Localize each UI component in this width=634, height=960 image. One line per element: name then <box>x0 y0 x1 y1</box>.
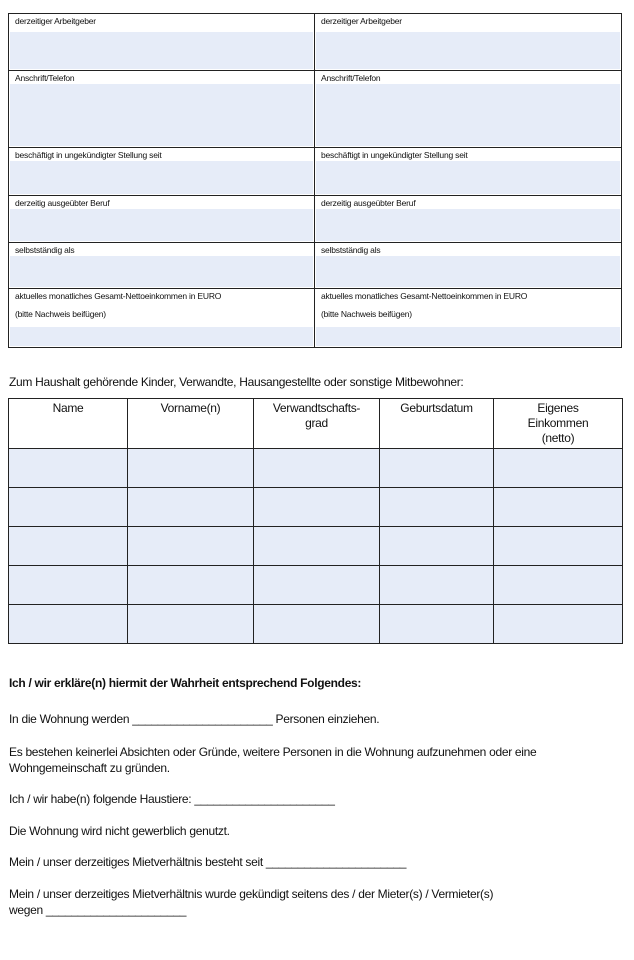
table-header-row <box>9 399 623 449</box>
input-area[interactable] <box>316 327 620 346</box>
input-cell[interactable] <box>128 566 254 605</box>
input-cell[interactable] <box>494 566 623 605</box>
table-row <box>9 605 623 644</box>
input-area[interactable] <box>10 256 313 287</box>
address-phone-field-1[interactable] <box>9 71 314 147</box>
table-row <box>9 527 623 566</box>
input-cell[interactable] <box>494 605 623 644</box>
declaration-pets: Ich / wir habe(n) folgende Haustiere: ______________________ <box>9 792 335 806</box>
employed-since-field-2[interactable] <box>315 148 621 195</box>
input-cell[interactable] <box>128 605 254 644</box>
input-cell[interactable] <box>128 527 254 566</box>
household-members-table <box>8 398 623 644</box>
input-cell[interactable] <box>254 449 380 488</box>
input-cell[interactable] <box>380 449 494 488</box>
declaration-termination-line1: Mein / unser derzeitiges Mietverhältnis wurde gekündigt seitens des / der Mieter(s) / Vermieter(s) <box>9 887 494 901</box>
declaration-persons: In die Wohnung werden ______________________ Personen einziehen. <box>9 712 380 726</box>
header-own-income <box>494 399 623 449</box>
field-label: derzeitiger Arbeitgeber <box>321 16 402 26</box>
address-phone-field-2[interactable] <box>315 71 621 147</box>
input-area[interactable] <box>316 161 620 194</box>
field-label: aktuelles monatliches Gesamt-Nettoeinkommen in EURO <box>321 291 528 301</box>
self-employed-field-1[interactable] <box>9 243 314 288</box>
employer-field-1[interactable] <box>9 14 314 70</box>
input-area[interactable] <box>316 84 620 146</box>
input-cell[interactable] <box>494 527 623 566</box>
input-cell[interactable] <box>254 488 380 527</box>
header-income-line1: Eigenes <box>537 401 579 415</box>
input-area[interactable] <box>316 209 620 241</box>
occupation-field-2[interactable] <box>315 196 621 242</box>
field-label: Anschrift/Telefon <box>15 73 75 83</box>
employment-form-grid <box>8 13 622 348</box>
header-income-line3: (netto) <box>541 431 575 445</box>
input-cell[interactable] <box>9 605 128 644</box>
input-cell[interactable] <box>254 605 380 644</box>
employer-field-2[interactable] <box>315 14 621 70</box>
field-label: aktuelles monatliches Gesamt-Nettoeinkommen in EURO <box>15 291 222 301</box>
field-note: (bitte Nachweis beifügen) <box>15 309 106 319</box>
header-relationship <box>254 399 380 449</box>
input-cell[interactable] <box>380 605 494 644</box>
input-area[interactable] <box>10 32 313 69</box>
net-income-field-1[interactable] <box>9 289 314 347</box>
field-label: Anschrift/Telefon <box>321 73 381 83</box>
input-cell[interactable] <box>494 488 623 527</box>
field-label: beschäftigt in ungekündigter Stellung seit <box>15 150 162 160</box>
field-label: selbstständig als <box>15 245 75 255</box>
self-employed-field-2[interactable] <box>315 243 621 288</box>
header-income-line2: Einkommen <box>527 416 589 430</box>
declaration-termination-line2: wegen ______________________ <box>9 903 187 917</box>
header-name: Name <box>9 399 128 449</box>
field-label: selbstständig als <box>321 245 381 255</box>
input-area[interactable] <box>10 161 313 194</box>
input-cell[interactable] <box>254 566 380 605</box>
declaration-no-commercial-use: Die Wohnung wird nicht gewerblich genutzt. <box>9 824 230 838</box>
input-area[interactable] <box>316 256 620 287</box>
input-cell[interactable] <box>254 527 380 566</box>
declaration-no-further-persons-line1: Es bestehen keinerlei Absichten oder Gründe, weitere Personen in die Wohnung aufzunehmen oder eine <box>9 745 537 759</box>
declaration-no-further-persons-line2: Wohngemeinschaft zu gründen. <box>9 761 170 775</box>
input-area[interactable] <box>10 84 313 146</box>
field-label: beschäftigt in ungekündigter Stellung seit <box>321 150 468 160</box>
table-row <box>9 566 623 605</box>
occupation-field-1[interactable] <box>9 196 314 242</box>
input-cell[interactable] <box>9 527 128 566</box>
table-row <box>9 488 623 527</box>
input-cell[interactable] <box>9 566 128 605</box>
input-cell[interactable] <box>128 488 254 527</box>
input-area[interactable] <box>316 32 620 69</box>
input-cell[interactable] <box>380 488 494 527</box>
household-caption: Zum Haushalt gehörende Kinder, Verwandte, Hausangestellte oder sonstige Mitbewohner: <box>9 375 464 389</box>
input-cell[interactable] <box>9 488 128 527</box>
field-note: (bitte Nachweis beifügen) <box>321 309 412 319</box>
input-cell[interactable] <box>380 527 494 566</box>
header-relationship-line2: grad <box>305 416 328 430</box>
header-birthdate: Geburtsdatum <box>380 399 494 449</box>
employed-since-field-1[interactable] <box>9 148 314 195</box>
input-area[interactable] <box>10 209 313 241</box>
field-label: derzeitig ausgeübter Beruf <box>15 198 110 208</box>
declaration-tenancy-since: Mein / unser derzeitiges Mietverhältnis besteht seit ______________________ <box>9 855 407 869</box>
input-cell[interactable] <box>494 449 623 488</box>
field-label: derzeitig ausgeübter Beruf <box>321 198 416 208</box>
net-income-field-2[interactable] <box>315 289 621 347</box>
header-relationship-line1: Verwandtschafts- <box>272 401 361 415</box>
declaration-heading: Ich / wir erkläre(n) hiermit der Wahrheit entsprechend Folgendes: <box>9 676 362 690</box>
input-cell[interactable] <box>128 449 254 488</box>
input-cell[interactable] <box>380 566 494 605</box>
header-first-names: Vorname(n) <box>128 399 254 449</box>
input-cell[interactable] <box>9 449 128 488</box>
input-area[interactable] <box>10 327 313 346</box>
table-row <box>9 449 623 488</box>
field-label: derzeitiger Arbeitgeber <box>15 16 96 26</box>
